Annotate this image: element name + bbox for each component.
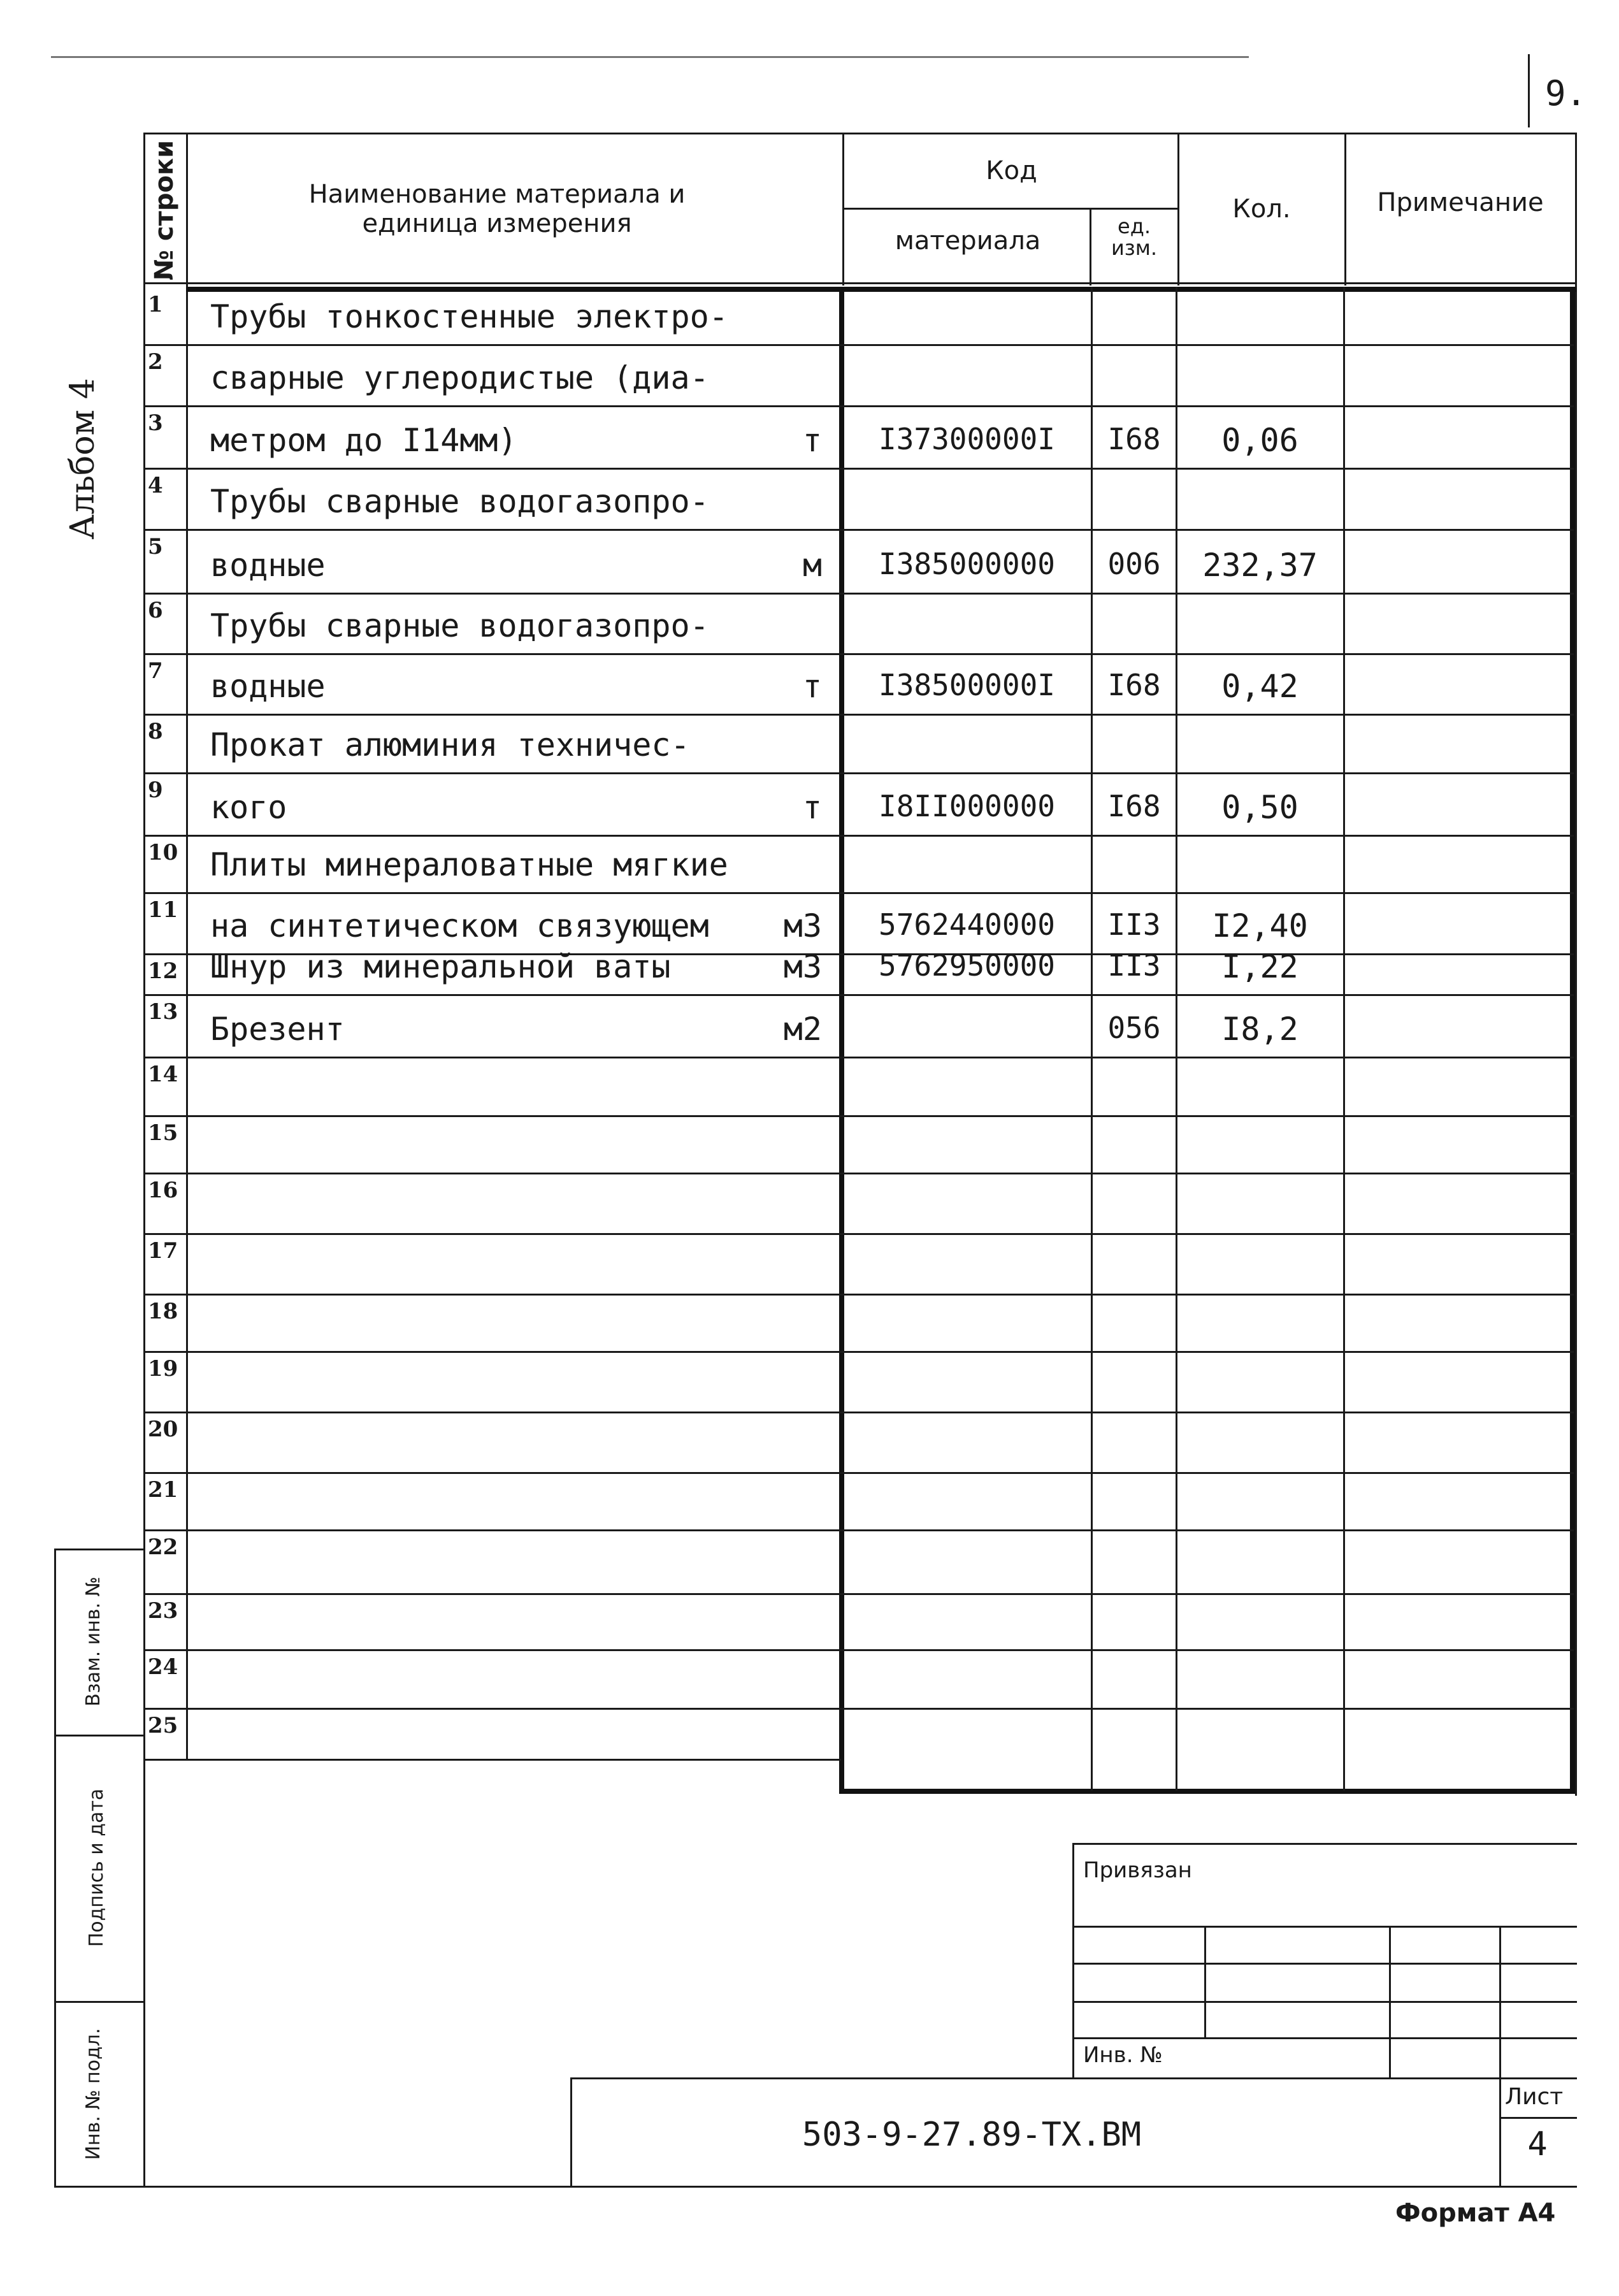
top-scan-line <box>51 56 1249 58</box>
row-name: водные <box>210 668 326 705</box>
header-bottom <box>143 282 1577 284</box>
row-line <box>143 1057 1574 1058</box>
row-name: на синтетическом связующем <box>210 907 709 944</box>
rows-bottom-line <box>143 1759 841 1761</box>
stamp-line2 <box>1072 1926 1577 1928</box>
row-number: 7 <box>148 658 163 684</box>
bottom-border <box>54 2186 1577 2188</box>
row-qty: 0,42 <box>1221 668 1299 705</box>
row-unit-code: II3 <box>1107 907 1161 942</box>
row-line <box>143 1351 1574 1353</box>
row-line <box>143 1412 1574 1413</box>
row-number: 20 <box>148 1417 178 1442</box>
stamp-left <box>1072 1843 1074 2079</box>
header-material: материала <box>895 226 1041 256</box>
row-number: 14 <box>148 1062 178 1087</box>
row-line <box>143 714 1574 716</box>
row-unit-code: I68 <box>1107 668 1161 702</box>
row-qty: 0,06 <box>1221 422 1299 459</box>
row-number: 8 <box>148 719 163 744</box>
row-unit-code: I68 <box>1107 422 1161 456</box>
row-unit: т <box>802 789 822 826</box>
row-number: 5 <box>148 534 163 560</box>
row-line <box>143 892 1574 894</box>
row-unit-code: I68 <box>1107 789 1161 823</box>
row-line <box>143 1115 1574 1117</box>
row-number: 23 <box>148 1598 178 1624</box>
lower-left-border <box>143 1759 145 2187</box>
row-unit-code: 006 <box>1107 547 1161 581</box>
header-name: Наименование материала и единица измерения <box>308 180 686 238</box>
doc-code: 503-9-27.89-ТХ.ВМ <box>802 2116 1142 2154</box>
row-unit: т <box>802 668 822 705</box>
row-line <box>143 1233 1574 1235</box>
row-number: 17 <box>148 1238 178 1264</box>
inv-podl-label: Инв. № подл. <box>82 2028 104 2160</box>
page-number: 9. <box>1545 73 1587 113</box>
col-unit-line <box>1091 287 1093 1791</box>
row-number: 21 <box>148 1477 178 1503</box>
row-code: I385000000 <box>879 547 1055 581</box>
title-block-top <box>570 2077 1577 2079</box>
row-line <box>143 593 1574 595</box>
row-number: 3 <box>148 410 163 436</box>
row-qty: I8,2 <box>1221 1011 1299 1048</box>
table-left-border <box>143 133 145 1759</box>
row-number: 1 <box>148 292 163 317</box>
header-code: Код <box>986 156 1037 185</box>
row-line <box>143 468 1574 470</box>
row-line <box>143 1173 1574 1174</box>
row-qty: I2,40 <box>1212 907 1308 944</box>
stamp-line4 <box>1072 2001 1577 2003</box>
row-line <box>143 994 1574 996</box>
row-name: Прокат алюминия техничес- <box>210 726 690 763</box>
vzam-label: Взам. инв. № <box>82 1577 104 1707</box>
row-name: Плиты минераловатные мягкие <box>210 846 728 883</box>
row-name: сварные углеродистые (диа- <box>210 359 709 396</box>
row-name: водные <box>210 547 326 584</box>
stamp-col3 <box>1389 1926 1391 2079</box>
row-qty: 0,50 <box>1221 789 1299 826</box>
left-block-left <box>54 1549 56 2187</box>
row-code: 5762440000 <box>879 907 1055 942</box>
row-unit: м2 <box>783 1011 822 1048</box>
podpis-label: Подпись и дата <box>85 1788 108 1947</box>
header-code-split <box>842 208 1179 210</box>
row-line <box>143 1294 1574 1296</box>
sheet-number: 4 <box>1527 2125 1548 2163</box>
row-unit: м3 <box>783 948 822 985</box>
row-number: 10 <box>148 840 178 865</box>
header-note: Примечание <box>1377 188 1544 217</box>
row-code: I37300000I <box>879 422 1055 456</box>
row-number: 4 <box>148 473 163 498</box>
table-top-border <box>143 133 1577 134</box>
row-number: 24 <box>148 1654 178 1680</box>
row-name: Трубы сварные водогазопро- <box>210 483 709 520</box>
stamp-top <box>1072 1843 1577 1845</box>
row-line <box>143 405 1574 407</box>
row-number: 6 <box>148 598 163 623</box>
stamp-line5 <box>1072 2037 1577 2039</box>
col-qty-line <box>1176 287 1177 1791</box>
row-code: I38500000I <box>879 668 1055 702</box>
row-number: 18 <box>148 1299 178 1324</box>
row-line <box>143 529 1574 531</box>
album-label: Альбом 4 <box>64 378 102 540</box>
row-number: 19 <box>148 1356 178 1382</box>
row-line <box>143 1593 1574 1595</box>
header-row-no: № строки <box>150 140 179 281</box>
row-number: 12 <box>148 958 178 984</box>
row-number: 11 <box>148 897 178 923</box>
row-unit: м <box>802 547 822 584</box>
sheet-label: Лист <box>1505 2084 1564 2110</box>
row-number: 2 <box>148 349 163 375</box>
stamp-inv-no: Инв. № <box>1083 2042 1163 2068</box>
row-unit-code: 056 <box>1107 1011 1161 1045</box>
stamp-privyazan: Привязан <box>1083 1858 1192 1883</box>
row-line <box>143 835 1574 837</box>
data-code-left-thick <box>839 287 844 1794</box>
right-border <box>1575 133 1577 1796</box>
row-name: Трубы сварные водогазопро- <box>210 607 709 644</box>
row-number: 22 <box>148 1534 178 1560</box>
row-number: 13 <box>148 999 178 1025</box>
row-line <box>143 1649 1574 1651</box>
row-number: 25 <box>148 1713 178 1738</box>
rownum-divider <box>186 133 188 1759</box>
sheet-label-line <box>1499 2117 1577 2119</box>
row-line <box>143 1472 1574 1474</box>
row-number: 16 <box>148 1178 178 1203</box>
row-name: метром до I14мм) <box>210 422 517 459</box>
data-top-thick <box>186 287 1576 292</box>
row-qty: I,22 <box>1221 948 1299 985</box>
row-line <box>143 1529 1574 1531</box>
row-number: 15 <box>148 1120 178 1146</box>
row-name: Шнур из минеральной ваты <box>210 948 671 985</box>
stamp-line3 <box>1072 1963 1577 1965</box>
data-bottom-thick <box>839 1789 1575 1794</box>
row-line <box>143 772 1574 774</box>
header-col-note-left <box>1344 133 1346 285</box>
row-line <box>143 344 1574 346</box>
row-number: 9 <box>148 777 163 803</box>
row-unit: м3 <box>783 907 822 944</box>
row-line <box>143 653 1574 655</box>
row-name: кого <box>210 789 287 826</box>
title-block-left <box>570 2077 572 2187</box>
row-unit-code: II3 <box>1107 948 1161 983</box>
page-number-divider <box>1528 54 1530 127</box>
header-qty: Кол. <box>1232 194 1291 224</box>
row-code: I8II000000 <box>879 789 1055 823</box>
header-col-unit-left <box>1090 209 1091 285</box>
row-qty: 232,37 <box>1202 547 1318 584</box>
row-code: 5762950000 <box>879 948 1055 983</box>
row-name: Трубы тонкостенные электро- <box>210 298 728 335</box>
format-label: Формат А4 <box>1395 2199 1556 2228</box>
row-unit: т <box>802 422 822 459</box>
row-name: Брезент <box>210 1011 345 1048</box>
stamp-col2 <box>1204 1926 1206 2037</box>
header-unit: ед. изм. <box>1111 214 1158 260</box>
row-line <box>143 1708 1574 1710</box>
data-right-thick <box>1570 287 1575 1794</box>
col-note-line <box>1343 287 1345 1791</box>
